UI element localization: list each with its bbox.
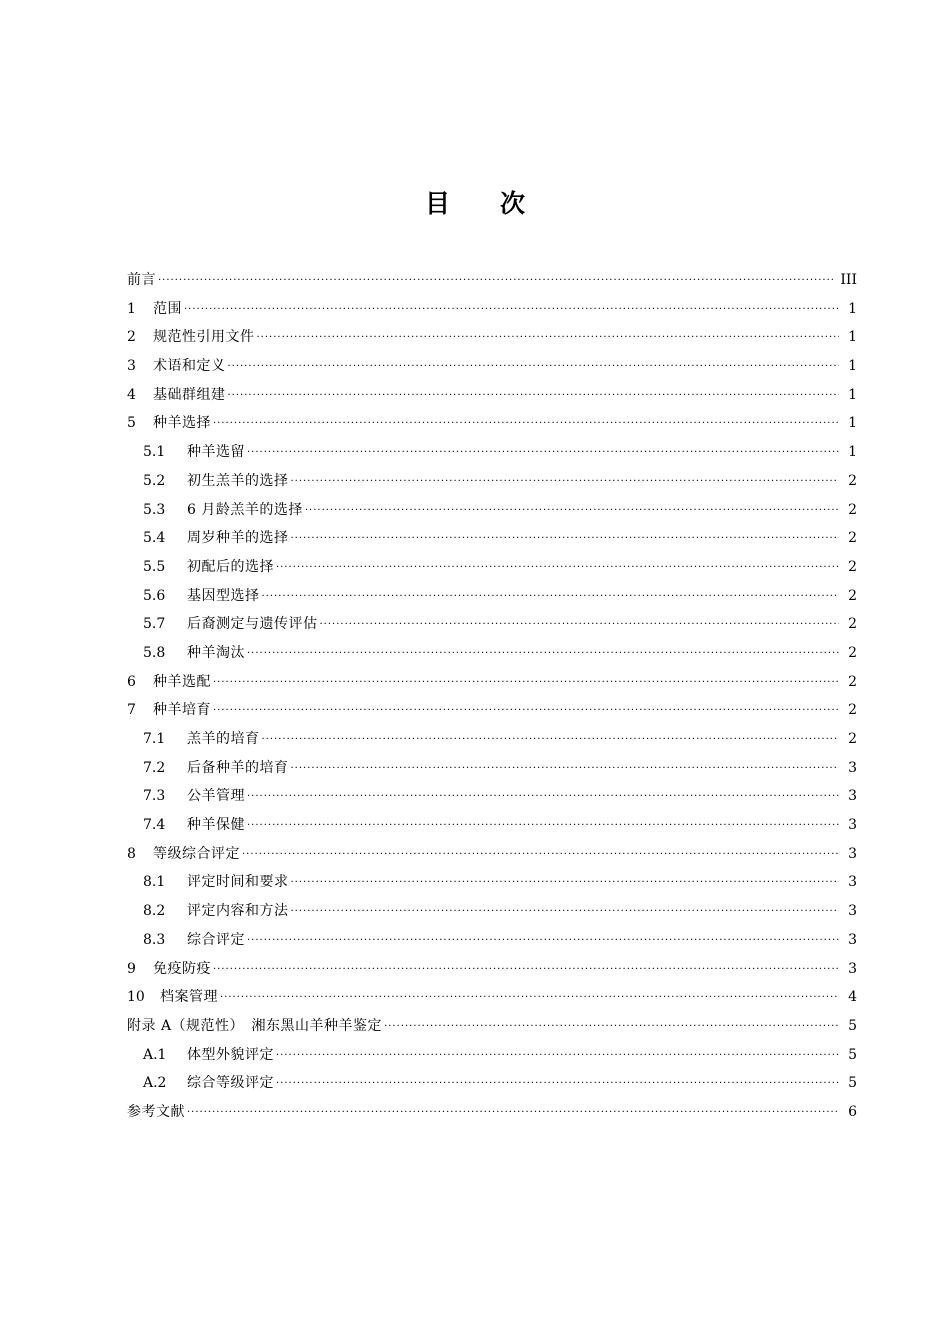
toc-entry-label: 附录 A（规范性） 湘东黑山羊种羊鉴定 [127,1017,383,1034]
toc-entry-page-number: 2 [848,558,857,575]
toc-entry-label: 种羊淘汰 [187,644,245,661]
toc-entry[interactable] [127,610,857,639]
toc-entry-label: 种羊培育 [153,702,211,719]
toc-entry[interactable] [127,983,857,1012]
toc-entry[interactable] [127,782,857,811]
toc-dot-leader [276,1070,839,1099]
toc-entry-number: 5.7 [143,616,166,633]
toc-entry-label: 周岁种羊的选择 [187,530,289,547]
toc-dot-leader [291,468,840,497]
toc-entry[interactable] [127,266,857,295]
toc-entry-page-number: III [840,272,857,288]
toc-entry[interactable] [127,467,857,496]
toc-entry-page-number: 3 [848,817,857,834]
toc-entry[interactable] [127,1041,857,1070]
toc-dot-leader [320,611,840,640]
toc-entry-number: 5.1 [143,444,166,461]
toc-entry-number: 5.5 [143,558,166,575]
toc-entry-number: A.1 [143,1046,167,1063]
toc-entry-page-number: 2 [848,501,857,518]
toc-entry[interactable] [127,496,857,525]
toc-entry-page-number: 2 [848,587,857,604]
toc-entry-number: 5.3 [143,501,166,518]
toc-entry-page-number: 4 [848,989,857,1006]
toc-entry-label: 公羊管理 [187,788,245,805]
toc-entry-number: 5.2 [143,472,166,489]
toc-entry[interactable] [127,897,857,926]
toc-entry-page-number: 1 [848,415,857,432]
toc-entry-number: 5.4 [143,530,166,547]
toc-dot-leader [158,267,834,296]
toc-entry-number: 1 [127,300,136,317]
toc-entry-label: 种羊选留 [187,444,245,461]
toc-entry-number: 10 [127,989,145,1006]
toc-dot-leader [262,726,840,755]
toc-entry-label: 规范性引用文件 [153,329,255,346]
toc-entry[interactable] [127,639,857,668]
toc-entry-label: 综合等级评定 [187,1075,274,1092]
toc-dot-leader [276,554,839,583]
toc-entry-page-number: 2 [848,644,857,661]
toc-dot-leader [276,1042,839,1071]
toc-entry-number: 2 [127,329,136,346]
toc-dot-leader [291,525,840,554]
toc-entry[interactable] [127,725,857,754]
toc-entry-number: 8.3 [143,931,166,948]
toc-dot-leader [291,755,840,784]
toc-entry-label: 等级综合评定 [153,845,240,862]
toc-entry-number: 9 [127,960,136,977]
toc-entry-label: 评定时间和要求 [187,874,289,891]
toc-entry-page-number: 1 [848,358,857,375]
toc-entry-label: 术语和定义 [153,358,226,375]
toc-entry-number: 6 [127,673,136,690]
toc-dot-leader [213,410,839,439]
toc-dot-leader [213,669,839,698]
toc-entry[interactable] [127,323,857,352]
toc-entry[interactable] [127,668,857,697]
toc-entry-label: 免疫防疫 [153,960,211,977]
toc-entry[interactable] [127,1012,857,1041]
toc-dot-leader [213,697,839,726]
toc-dot-leader [247,640,839,669]
toc-entry[interactable] [127,840,857,869]
toc-entry-label: 档案管理 [160,989,218,1006]
toc-entry[interactable] [127,1098,857,1127]
toc-entry-number: 8.1 [143,874,166,891]
toc-dot-leader [187,1099,839,1128]
toc-entry[interactable] [127,352,857,381]
toc-entry-label: 6 月龄羔羊的选择 [187,501,303,518]
toc-dot-leader [247,927,839,956]
toc-entry-page-number: 3 [848,874,857,891]
toc-dot-leader [242,841,839,870]
toc-entry-number: 7.2 [143,759,166,776]
table-of-contents [127,266,857,1127]
toc-entry-page-number: 2 [848,702,857,719]
toc-entry-page-number: 2 [848,673,857,690]
toc-entry[interactable] [127,955,857,984]
toc-entry[interactable] [127,524,857,553]
toc-dot-leader [262,583,840,612]
toc-entry-page-number: 3 [848,759,857,776]
toc-entry-label: 种羊选择 [153,415,211,432]
toc-entry-label: 前言 [127,272,156,288]
toc-entry-page-number: 1 [848,386,857,403]
toc-entry[interactable] [127,438,857,467]
toc-entry-page-number: 2 [848,616,857,633]
toc-entry[interactable] [127,696,857,725]
toc-entry-label: 初配后的选择 [187,558,274,575]
toc-dot-leader [291,898,840,927]
toc-entry-page-number: 2 [848,530,857,547]
toc-dot-leader [257,324,840,353]
toc-dot-leader [384,1013,839,1042]
toc-entry-number: 8.2 [143,903,166,920]
toc-dot-leader [247,439,839,468]
toc-entry-number: 7.4 [143,817,166,834]
toc-dot-leader [247,812,839,841]
toc-entry[interactable] [127,553,857,582]
toc-dot-leader [213,956,839,985]
toc-entry-number: 4 [127,386,136,403]
toc-entry-label: 体型外貌评定 [187,1046,274,1063]
toc-dot-leader [247,783,839,812]
toc-dot-leader [228,353,840,382]
toc-dot-leader [228,382,840,411]
toc-entry-page-number: 3 [848,845,857,862]
toc-entry-page-number: 3 [848,788,857,805]
toc-entry-label: 后备种羊的培育 [187,759,289,776]
toc-entry-page-number: 5 [848,1017,857,1034]
toc-entry[interactable] [127,868,857,897]
toc-dot-leader [305,497,839,526]
toc-entry-page-number: 1 [848,300,857,317]
toc-entry[interactable] [127,811,857,840]
toc-entry-page-number: 2 [848,731,857,747]
toc-entry[interactable] [127,582,857,611]
toc-entry-label: 后裔测定与遗传评估 [187,616,318,633]
toc-entry-label: 种羊选配 [153,673,211,690]
toc-entry-number: 7.3 [143,788,166,805]
toc-entry-number: 5.8 [143,644,166,661]
toc-entry[interactable] [127,1069,857,1098]
toc-entry-page-number: 5 [848,1075,857,1092]
toc-entry-page-number: 3 [848,903,857,920]
toc-entry-label: 范围 [153,300,182,317]
page-title: 目 次 [424,189,525,218]
toc-entry[interactable] [127,409,857,438]
toc-entry-label: 羔羊的培育 [187,731,260,747]
toc-entry-label: 初生羔羊的选择 [187,472,289,489]
toc-entry[interactable] [127,381,857,410]
toc-entry-number: 8 [127,845,136,862]
toc-entry-number: 5 [127,415,136,432]
toc-dot-leader [220,984,839,1013]
toc-entry-page-number: 3 [848,960,857,977]
toc-entry[interactable] [127,295,857,324]
toc-entry-number: 7 [127,702,136,719]
toc-entry-number: 7.1 [143,731,166,747]
toc-entry-label: 种羊保健 [187,817,245,834]
toc-entry-page-number: 3 [848,931,857,948]
toc-entry-label: 基础群组建 [153,386,226,403]
toc-dot-leader [291,869,840,898]
toc-entry-page-number: 5 [848,1046,857,1063]
toc-entry-label: 评定内容和方法 [187,903,289,920]
toc-entry-number: A.2 [143,1075,167,1092]
toc-entry-page-number: 2 [848,472,857,489]
toc-entry-page-number: 1 [848,444,857,461]
toc-entry-label: 综合评定 [187,931,245,948]
toc-entry-page-number: 1 [848,329,857,346]
toc-entry-number: 3 [127,358,136,375]
toc-entry-label: 参考文献 [127,1103,185,1120]
toc-entry[interactable] [127,754,857,783]
toc-entry-page-number: 6 [848,1103,857,1120]
toc-dot-leader [184,296,839,325]
toc-entry-number: 5.6 [143,587,166,604]
toc-entry[interactable] [127,926,857,955]
toc-entry-label: 基因型选择 [187,587,260,604]
